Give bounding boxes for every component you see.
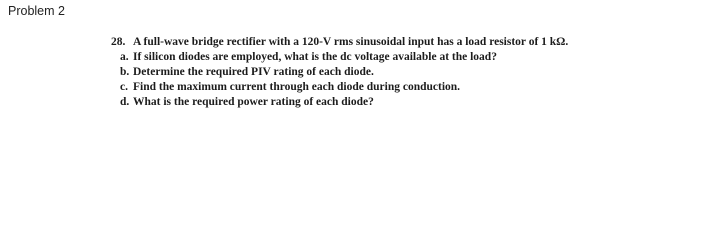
problem-stem xyxy=(111,35,568,50)
sub-question-text: Determine the required PIV rating of each diode. xyxy=(133,66,374,78)
sub-question-letter: d. xyxy=(120,96,130,108)
sub-question-c xyxy=(120,80,568,95)
sub-question-list xyxy=(111,50,568,110)
sub-question-text: If silicon diodes are employed, what is the dc voltage available at the load? xyxy=(133,51,497,63)
problem-block xyxy=(111,35,568,110)
sub-question-d xyxy=(120,95,568,110)
sub-question-letter: b. xyxy=(120,66,130,78)
problem-text: A full-wave bridge rectifier with a 120-V rms sinusoidal input has a load resistor of 1 kΩ. xyxy=(133,36,569,48)
sub-question-letter: c. xyxy=(120,81,128,93)
sub-question-b xyxy=(120,65,568,80)
problem-heading: Problem 2 xyxy=(8,4,65,18)
sub-question-letter: a. xyxy=(120,51,129,63)
sub-question-text: What is the required power rating of each diode? xyxy=(133,96,374,108)
problem-number: 28. xyxy=(111,36,126,48)
sub-question-a xyxy=(120,50,568,65)
sub-question-text: Find the maximum current through each diode during conduction. xyxy=(133,81,461,93)
